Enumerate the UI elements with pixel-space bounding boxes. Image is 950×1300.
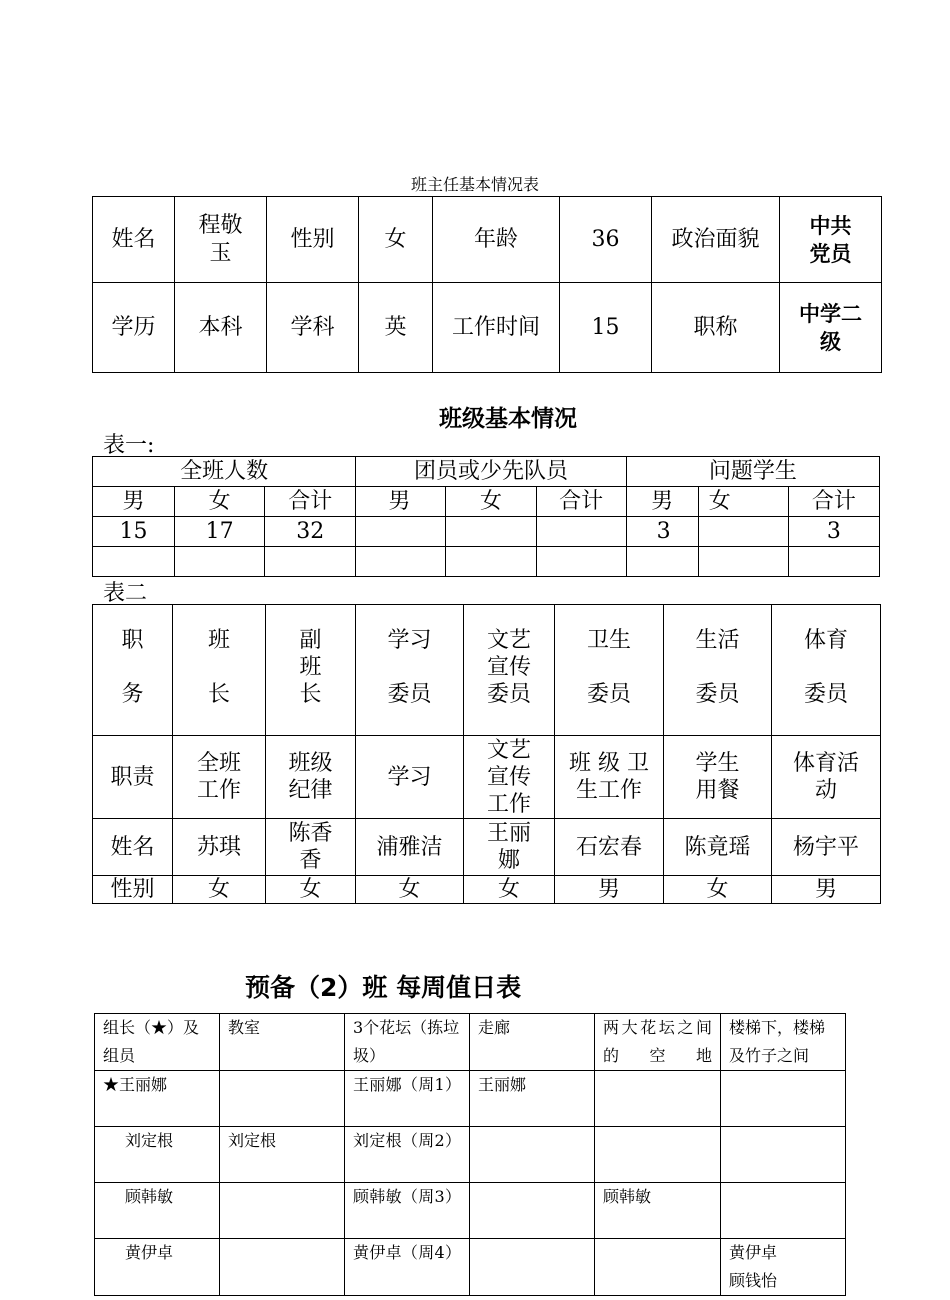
duty-cell — [721, 1127, 846, 1183]
position-cell: 副 班 长 — [266, 605, 356, 736]
data-cell — [788, 547, 879, 577]
table1-label: 表一: — [103, 433, 155, 458]
info-cell: 中共 党员 — [780, 197, 882, 283]
data-cell: 32 — [265, 517, 356, 547]
duty-cell: 全班 工作 — [173, 736, 266, 819]
table1-sub-row — [93, 487, 880, 517]
duty-row — [95, 1183, 846, 1239]
duty-header: 教室 — [220, 1014, 345, 1071]
duty-cell: 学生 用餐 — [664, 736, 772, 819]
data-cell — [175, 547, 265, 577]
data-cell — [446, 547, 536, 577]
duty-cell: 文艺 宣传 工作 — [464, 736, 555, 819]
sub-header: 女 — [175, 487, 265, 517]
positions-row — [93, 605, 881, 736]
info-table-title: 班主任基本情况表 — [410, 175, 539, 194]
duty-roster-table — [94, 1013, 846, 1296]
data-cell — [265, 547, 356, 577]
duty-cell — [595, 1071, 721, 1127]
duty-cell — [721, 1183, 846, 1239]
duty-cell — [470, 1239, 595, 1296]
duty-cell: 顾韩敏（周3） — [345, 1183, 470, 1239]
duty-cell: 王丽娜 — [470, 1071, 595, 1127]
duty-header: 两大花坛之间的空地 — [595, 1014, 721, 1071]
duty-header: 楼梯下，楼梯及竹子之间 — [721, 1014, 846, 1071]
duty-cell: 刘定根 — [220, 1127, 345, 1183]
gender-cell: 性别 — [93, 876, 173, 904]
info-row-1 — [93, 197, 882, 283]
sub-header: 男 — [93, 487, 175, 517]
info-cell: 程敬 玉 — [175, 197, 267, 283]
info-cell: 中学二 级 — [780, 283, 882, 373]
duty-cell — [721, 1071, 846, 1127]
sub-header: 男 — [356, 487, 446, 517]
duty-cell: 班级 纪律 — [266, 736, 356, 819]
name-cell: 浦雅洁 — [356, 819, 464, 876]
duty-cell — [220, 1239, 345, 1296]
duty-cell: 黄伊卓（周4） — [345, 1239, 470, 1296]
duty-cell — [470, 1127, 595, 1183]
class-committee-table — [92, 604, 881, 904]
data-cell — [698, 517, 788, 547]
class-info-title: 班级基本情况 — [439, 406, 577, 432]
info-cell: 职称 — [652, 283, 780, 373]
position-cell: 文艺 宣传 委员 — [464, 605, 555, 736]
duty-cell — [220, 1071, 345, 1127]
position-cell: 卫生 委员 — [555, 605, 664, 736]
duty-header-row — [95, 1014, 846, 1071]
data-cell: 15 — [93, 517, 175, 547]
info-cell: 36 — [560, 197, 652, 283]
data-cell: 17 — [175, 517, 265, 547]
gender-cell: 女 — [464, 876, 555, 904]
info-row-2 — [93, 283, 882, 373]
table1-empty-row — [93, 547, 880, 577]
info-cell: 姓名 — [93, 197, 175, 283]
position-cell: 班 长 — [173, 605, 266, 736]
table1-data-row — [93, 517, 880, 547]
position-cell: 职 务 — [93, 605, 173, 736]
gender-cell: 男 — [772, 876, 881, 904]
names-row — [93, 819, 881, 876]
duties-row — [93, 736, 881, 819]
duty-cell: ★王丽娜 — [95, 1071, 220, 1127]
group-header: 团员或少先队员 — [356, 457, 626, 487]
duty-cell — [470, 1183, 595, 1239]
duty-cell: 刘定根 — [95, 1127, 220, 1183]
duty-cell: 顾韩敏 — [595, 1183, 721, 1239]
head-teacher-info-table — [92, 196, 882, 373]
info-cell: 本科 — [175, 283, 267, 373]
data-cell — [93, 547, 175, 577]
data-cell: 3 — [788, 517, 879, 547]
duty-cell: 黄伊卓 顾钱怡 — [721, 1239, 846, 1296]
name-cell: 苏琪 — [173, 819, 266, 876]
sub-header: 男 — [626, 487, 698, 517]
info-cell: 性别 — [267, 197, 359, 283]
group-header: 全班人数 — [93, 457, 356, 487]
duty-cell: 顾韩敏 — [95, 1183, 220, 1239]
data-cell — [446, 517, 536, 547]
duty-cell — [595, 1239, 721, 1296]
name-cell: 姓名 — [93, 819, 173, 876]
duty-header: 走廊 — [470, 1014, 595, 1071]
duty-cell — [220, 1183, 345, 1239]
duty-cell: 班 级 卫 生工作 — [555, 736, 664, 819]
duty-roster-title: 预备（2）班 每周值日表 — [245, 973, 522, 1002]
group-header: 问题学生 — [626, 457, 879, 487]
data-cell — [356, 547, 446, 577]
info-cell: 学历 — [93, 283, 175, 373]
duty-row — [95, 1239, 846, 1296]
sub-header: 合计 — [788, 487, 879, 517]
position-cell: 生活 委员 — [664, 605, 772, 736]
duty-header: 组长（★）及组员 — [95, 1014, 220, 1071]
duty-cell: 职责 — [93, 736, 173, 819]
duty-cell: 学习 — [356, 736, 464, 819]
sub-header: 女 — [446, 487, 536, 517]
info-cell: 学科 — [267, 283, 359, 373]
data-cell — [356, 517, 446, 547]
duty-row — [95, 1071, 846, 1127]
duty-cell — [595, 1127, 721, 1183]
duty-cell: 黄伊卓 — [95, 1239, 220, 1296]
data-cell — [536, 547, 626, 577]
duty-row — [95, 1127, 846, 1183]
name-cell: 陈香 香 — [266, 819, 356, 876]
name-cell: 陈竟瑶 — [664, 819, 772, 876]
gender-cell: 男 — [555, 876, 664, 904]
class-count-table — [92, 456, 880, 577]
info-cell: 政治面貌 — [652, 197, 780, 283]
info-cell: 年龄 — [433, 197, 560, 283]
position-cell: 体育 委员 — [772, 605, 881, 736]
info-cell: 工作时间 — [433, 283, 560, 373]
info-cell: 15 — [560, 283, 652, 373]
name-cell: 石宏春 — [555, 819, 664, 876]
sub-header: 合计 — [536, 487, 626, 517]
duty-cell: 王丽娜（周1） — [345, 1071, 470, 1127]
sub-header: 合计 — [265, 487, 356, 517]
info-cell: 英 — [359, 283, 433, 373]
duty-cell: 刘定根（周2） — [345, 1127, 470, 1183]
name-cell: 杨宇平 — [772, 819, 881, 876]
gender-cell: 女 — [356, 876, 464, 904]
data-cell — [626, 547, 698, 577]
genders-row — [93, 876, 881, 904]
table1-group-row — [93, 457, 880, 487]
name-cell: 王丽 娜 — [464, 819, 555, 876]
duty-cell: 体育活 动 — [772, 736, 881, 819]
data-cell — [698, 547, 788, 577]
duty-header: 3个花坛（拣垃圾） — [345, 1014, 470, 1071]
data-cell — [536, 517, 626, 547]
data-cell: 3 — [626, 517, 698, 547]
table2-label: 表二 — [103, 581, 148, 606]
gender-cell: 女 — [664, 876, 772, 904]
gender-cell: 女 — [173, 876, 266, 904]
gender-cell: 女 — [266, 876, 356, 904]
sub-header: 女 — [698, 487, 788, 517]
info-cell: 女 — [359, 197, 433, 283]
position-cell: 学习 委员 — [356, 605, 464, 736]
